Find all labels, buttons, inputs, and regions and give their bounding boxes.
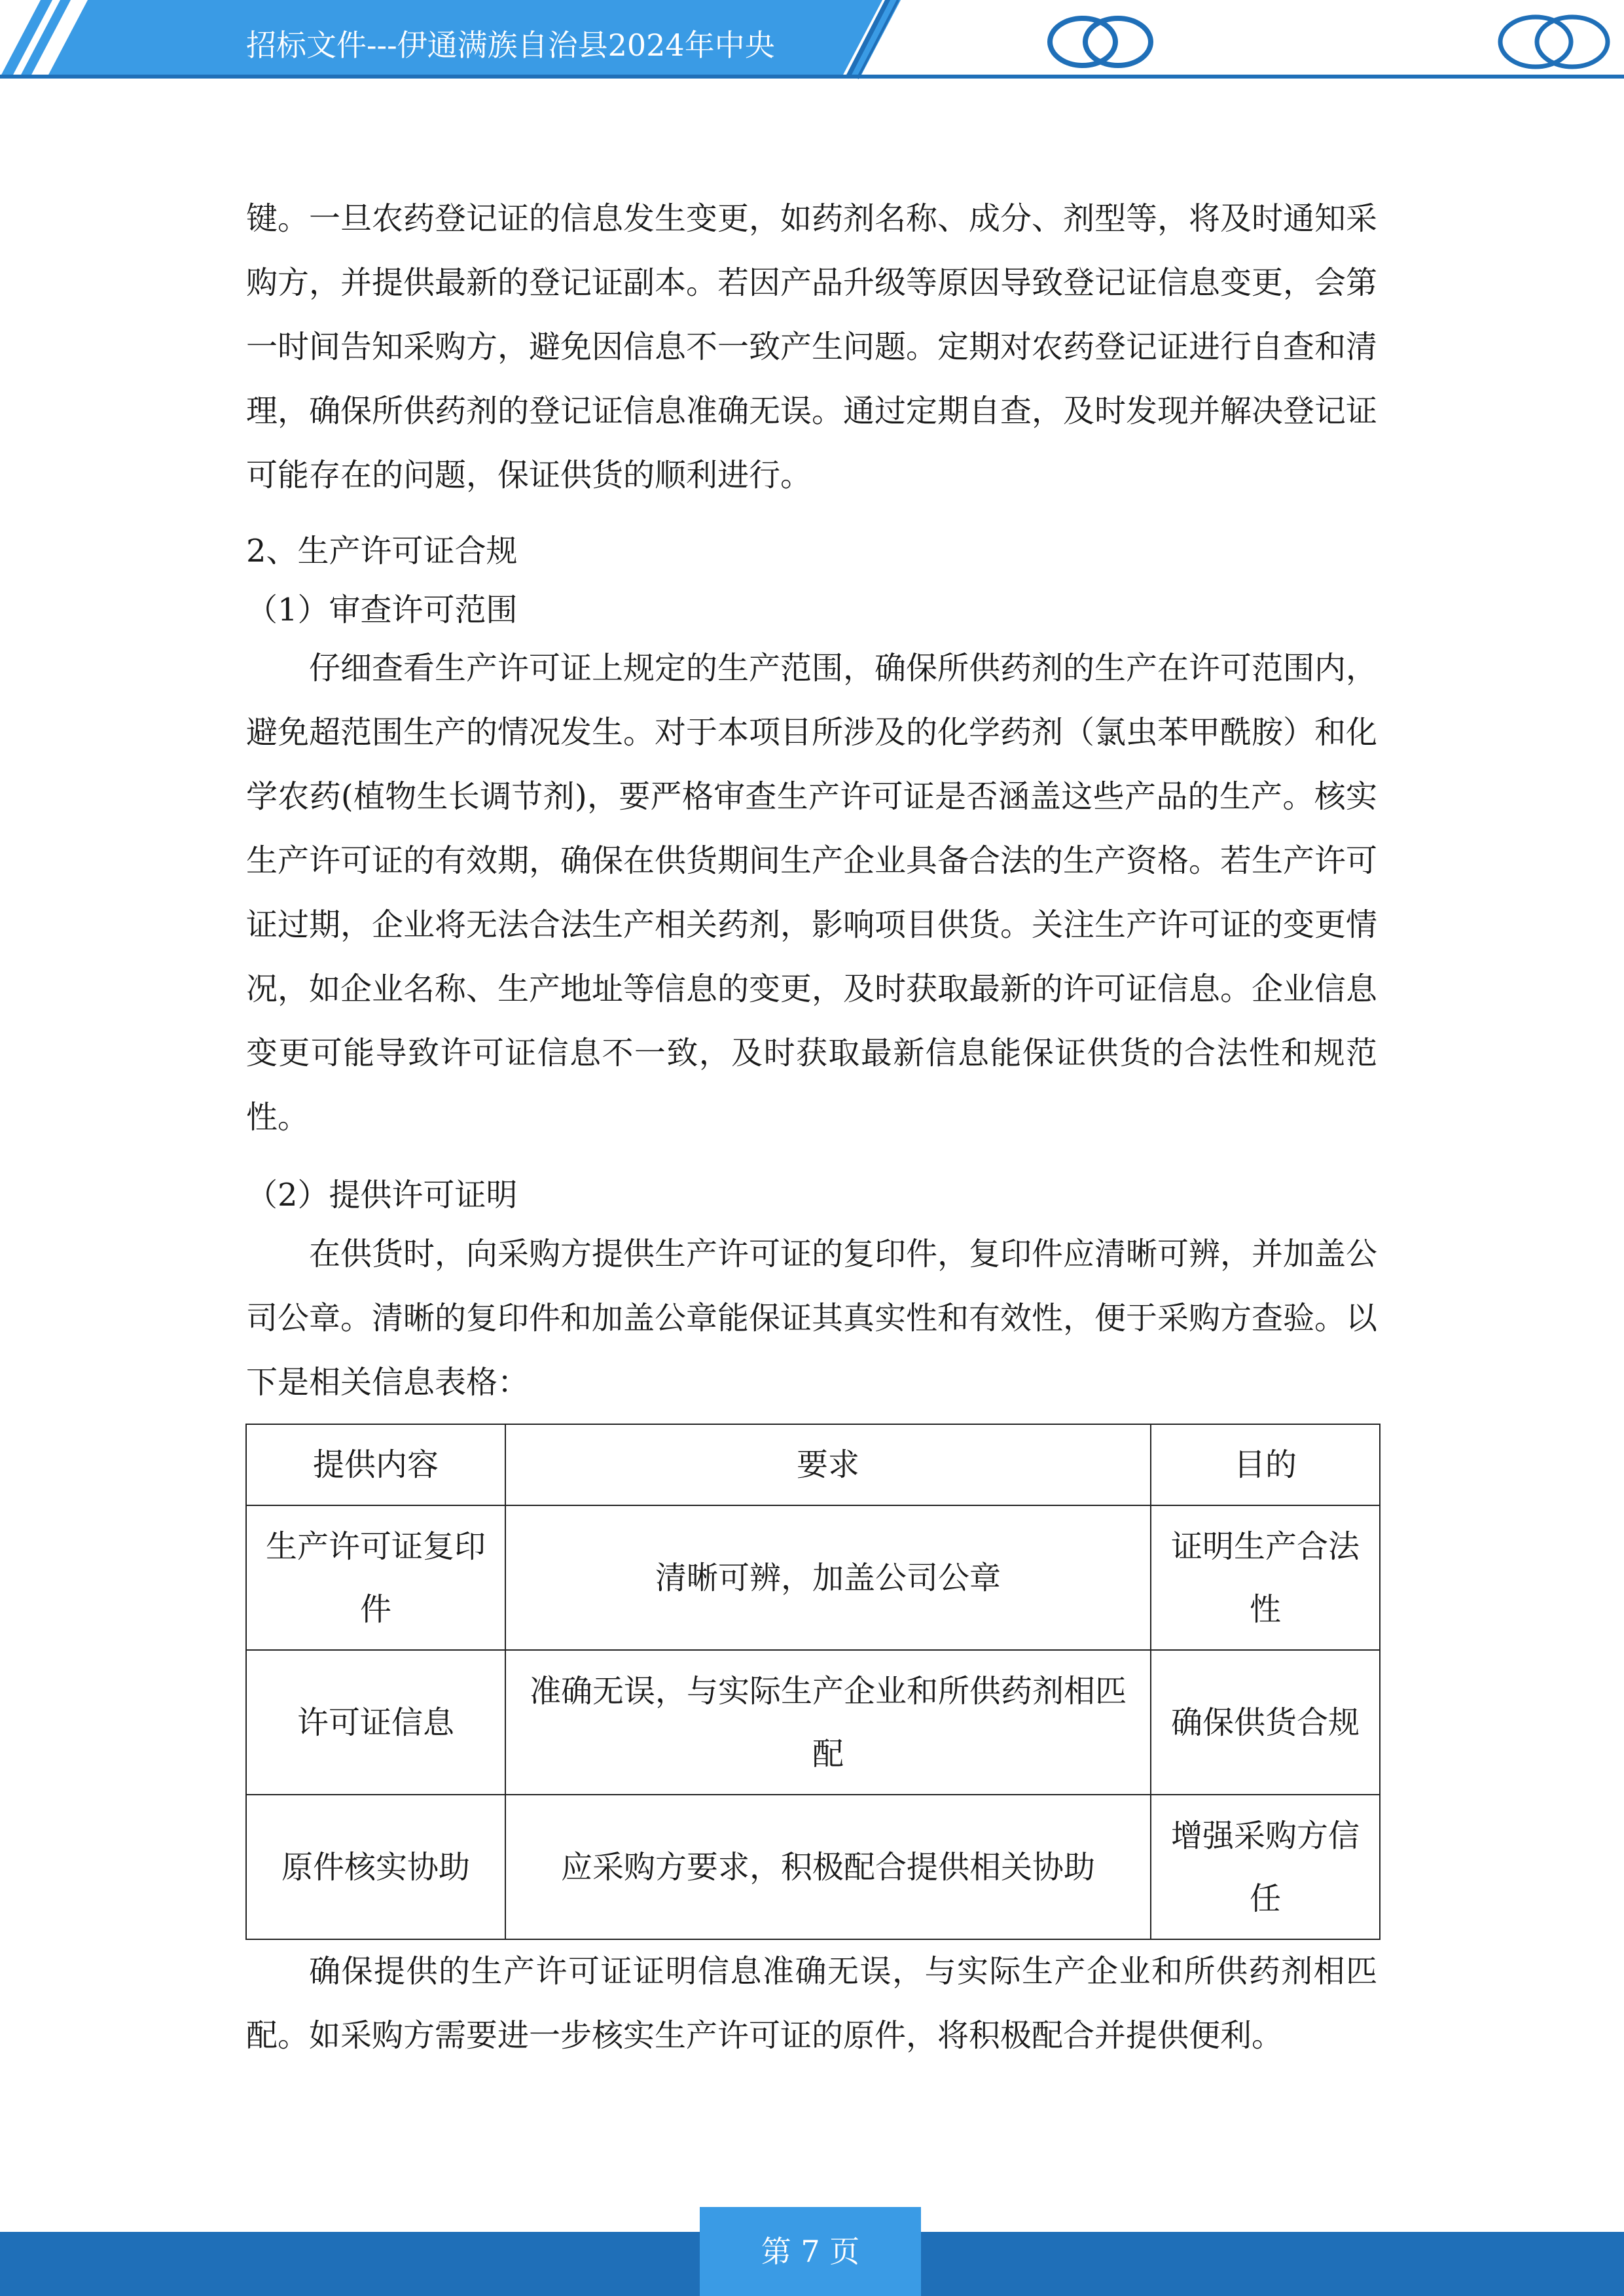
table-cell: 许可证信息 (246, 1650, 505, 1795)
table-cell: 生产许可证复印件 (246, 1505, 505, 1650)
paragraph-review-scope: 仔细查看生产许可证上规定的生产范围，确保所供药剂的生产在许可范围内，避免超范围生产的情况发生。对于本项目所涉及的化学药剂（氯虫苯甲酰胺）和化学农药(植物生长调节剂)，要严格审查生产许可证是否涵盖这些产品的生产。核实生产许可证的有效期，确保在供货期间生产企业具备合法的生产资格。若生产许可证过期，企业将无法合法生产相关药剂，影响项目供货。关注生产许可证的变更情况，如企业名称、生产地址等信息的变更，及时获取最新的许可证信息。企业信息变更可能导致许可证信息不一致，及时获取最新信息能保证供货的合法性和规范性。 (246, 650, 1378, 1136)
table-cell: 准确无误，与实际生产企业和所供药剂相匹配 (505, 1650, 1151, 1795)
table-cell: 清晰可辨，加盖公司公章 (505, 1505, 1151, 1650)
table-row (246, 1795, 1380, 1939)
table-header-cell: 目的 (1151, 1424, 1380, 1505)
double-ring-icon (1045, 13, 1156, 71)
page-number: 第 7 页 (761, 2234, 860, 2269)
paragraph-closing: 确保提供的生产许可证证明信息准确无误，与实际生产企业和所供药剂相匹配。如采购方需要进一步核实生产许可证的原件，将积极配合并提供便利。 (246, 1953, 1377, 2054)
table-cell: 原件核实协助 (246, 1795, 505, 1939)
subheading-provide-proof: （2）提供许可证明 (246, 1177, 518, 1213)
table-cell: 确保供货合规 (1151, 1650, 1380, 1795)
table-header-cell: 要求 (505, 1424, 1151, 1505)
table-cell: 增强采购方信任 (1151, 1795, 1380, 1939)
header-banner (0, 0, 1624, 85)
table-cell: 证明生产合法性 (1151, 1505, 1380, 1650)
section-heading-production-license: 2、生产许可证合规 (246, 533, 518, 569)
page-header (0, 0, 1624, 85)
table-header-cell: 提供内容 (246, 1424, 505, 1505)
paragraph-registration-changes: 键。一旦农药登记证的信息发生变更，如药剂名称、成分、剂型等，将及时通知采购方，并提供最新的登记证副本。若因产品升级等原因导致登记证信息变更，会第一时间告知采购方，避免因信息不一致产生问题。定期对农药登记证进行自查和清理，确保所供药剂的登记证信息准确无误。通过定期自查，及时发现并解决登记证可能存在的问题，保证供货的顺利进行。 (246, 200, 1378, 493)
table-cell: 应采购方要求，积极配合提供相关协助 (505, 1795, 1151, 1939)
license-info-table (245, 1424, 1380, 1940)
table-header-row (246, 1424, 1380, 1505)
table-row (246, 1505, 1380, 1650)
subheading-review-scope: （1）审查许可范围 (246, 592, 518, 628)
paragraph-provide-proof: 在供货时，向采购方提供生产许可证的复印件，复印件应清晰可辨，并加盖公司公章。清晰的复印件和加盖公章能保证其真实性和有效性，便于采购方查验。以下是相关信息表格： (246, 1236, 1378, 1401)
table-row (246, 1650, 1380, 1795)
double-ring-icon (1495, 13, 1613, 71)
header-title: 招标文件---伊通满族自治县2024年中央 (246, 27, 775, 63)
